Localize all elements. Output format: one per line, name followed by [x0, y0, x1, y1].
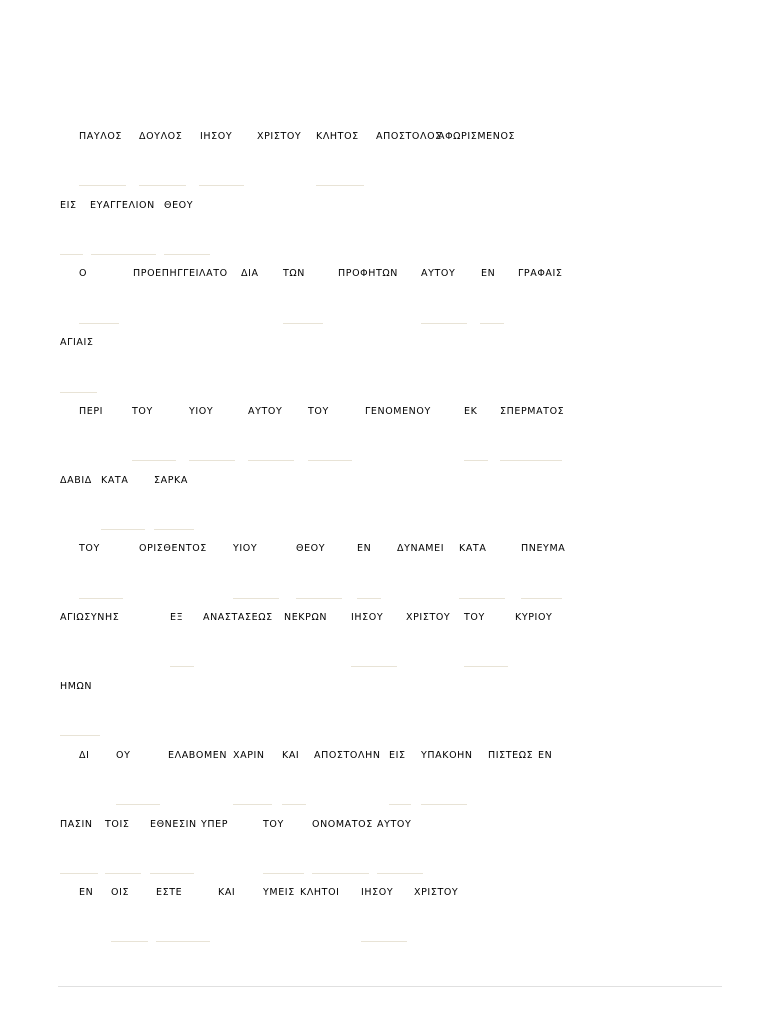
underline-mark — [464, 666, 508, 667]
line-1-word-5: ΚΛΗΤΟΣ — [316, 131, 359, 142]
line-3-word-4: ΤΩΝ — [283, 268, 305, 279]
underline-mark — [111, 941, 148, 942]
line-7-word-8: ΠΝΕΥΜΑ — [521, 543, 566, 554]
line-12-word-4: ΚΑΙ — [218, 887, 236, 898]
underline-mark — [459, 598, 505, 599]
underline-mark — [79, 185, 126, 186]
underline-mark — [79, 598, 123, 599]
underline-mark — [156, 941, 210, 942]
underline-mark — [389, 804, 411, 805]
line-8-word-8: ΚΥΡΙΟΥ — [515, 612, 553, 623]
underline-mark — [199, 185, 244, 186]
underline-mark — [248, 460, 294, 461]
line-12-word-8: ΧΡΙΣΤΟΥ — [414, 887, 459, 898]
line-10-word-3: ΕΛΑΒΟΜΕΝ — [168, 750, 228, 761]
line-11-word-6: ΟΝΟΜΑΤΟΣ — [312, 819, 373, 830]
underline-mark — [164, 254, 210, 255]
underline-mark — [101, 529, 145, 530]
underline-mark — [263, 873, 304, 874]
underline-mark — [116, 804, 160, 805]
underline-mark — [60, 392, 97, 393]
underline-mark — [480, 323, 504, 324]
line-11-word-7: ΑΥΤΟΥ — [377, 819, 412, 830]
underline-mark — [282, 804, 306, 805]
line-11-word-2: ΤΟΙΣ — [105, 819, 130, 830]
line-3-word-7: ΕΝ — [481, 268, 496, 279]
underline-mark — [150, 873, 194, 874]
line-10-word-5: ΚΑΙ — [282, 750, 300, 761]
line-11-word-5: ΤΟΥ — [263, 819, 284, 830]
line-8-word-7: ΤΟΥ — [464, 612, 485, 623]
underline-mark — [464, 460, 488, 461]
line-6-word-1: ΔΑΒΙΔ — [60, 475, 92, 486]
line-12-word-6: ΚΛΗΤΟΙ — [300, 887, 340, 898]
line-8-word-2: ΕΞ — [170, 612, 184, 623]
footer-rule — [58, 986, 722, 987]
line-5-word-3: ΥΙΟΥ — [189, 406, 214, 417]
underline-mark — [60, 873, 98, 874]
line-5-word-8: ΣΠΕΡΜΑΤΟΣ — [500, 406, 565, 417]
line-7-word-2: ΟΡΙΣΘΕΝΤΟΣ — [139, 543, 207, 554]
line-8-word-1: ΑΓΙΩΣΥΝΗΣ — [60, 612, 120, 623]
line-3-word-2: ΠΡΟΕΠΗΓΓΕΙΛΑΤΟ — [133, 268, 228, 279]
line-12-word-3: ΕΣΤΕ — [156, 887, 183, 898]
line-2-word-2: ΕΥΑΓΓΕΛΙΟΝ — [90, 200, 155, 211]
underline-mark — [60, 254, 83, 255]
line-12-word-2: ΟΙΣ — [111, 887, 130, 898]
line-10-word-8: ΥΠΑΚΟΗΝ — [421, 750, 473, 761]
underline-mark — [189, 460, 235, 461]
underline-mark — [316, 185, 364, 186]
line-10-word-2: ΟΥ — [116, 750, 131, 761]
line-5-word-1: ΠΕΡΙ — [79, 406, 104, 417]
line-1-word-6: ΑΠΟΣΤΟΛΟΣ — [376, 131, 442, 142]
line-5-word-7: ΕΚ — [464, 406, 478, 417]
underline-mark — [351, 666, 397, 667]
underline-mark — [421, 804, 467, 805]
underline-mark — [377, 873, 423, 874]
line-1-word-1: ΠΑΥΛΟΣ — [79, 131, 123, 142]
underline-mark — [521, 598, 562, 599]
underline-mark — [500, 460, 562, 461]
underline-mark — [170, 666, 194, 667]
underline-mark — [79, 323, 119, 324]
line-12-word-1: ΕΝ — [79, 887, 94, 898]
line-9-word-1: ΗΜΩΝ — [60, 681, 93, 692]
underline-mark — [233, 804, 272, 805]
line-5-word-6: ΓΕΝΟΜΕΝΟΥ — [365, 406, 431, 417]
line-3-word-6: ΑΥΤΟΥ — [421, 268, 456, 279]
underline-mark — [105, 873, 141, 874]
line-5-word-4: ΑΥΤΟΥ — [248, 406, 283, 417]
line-1-word-2: ΔΟΥΛΟΣ — [139, 131, 183, 142]
underline-mark — [361, 941, 407, 942]
line-7-word-4: ΘΕΟΥ — [296, 543, 326, 554]
line-1-word-4: ΧΡΙΣΤΟΥ — [257, 131, 302, 142]
line-1-word-3: ΙΗΣΟΥ — [200, 131, 233, 142]
underline-mark — [132, 460, 176, 461]
underline-mark — [357, 598, 381, 599]
underline-mark — [421, 323, 467, 324]
line-8-word-6: ΧΡΙΣΤΟΥ — [406, 612, 451, 623]
line-11-word-1: ΠΑΣΙΝ — [60, 819, 93, 830]
line-8-word-4: ΝΕΚΡΩΝ — [284, 612, 328, 623]
line-5-word-5: ΤΟΥ — [308, 406, 329, 417]
underline-mark — [296, 598, 342, 599]
line-8-word-5: ΙΗΣΟΥ — [351, 612, 384, 623]
line-4-word-1: ΑΓΙΑΙΣ — [60, 337, 94, 348]
line-3-word-1: Ο — [79, 268, 88, 279]
line-7-word-5: ΕΝ — [357, 543, 372, 554]
underline-mark — [233, 598, 279, 599]
underline-mark — [60, 735, 100, 736]
underline-mark — [154, 529, 194, 530]
underline-mark — [308, 460, 352, 461]
underline-mark — [139, 185, 186, 186]
line-7-word-6: ΔΥΝΑΜΕΙ — [397, 543, 445, 554]
line-3-word-3: ΔΙΑ — [241, 268, 259, 279]
line-6-word-2: ΚΑΤΑ — [101, 475, 129, 486]
line-3-word-5: ΠΡΟΦΗΤΩΝ — [338, 268, 398, 279]
line-3-word-8: ΓΡΑΦΑΙΣ — [518, 268, 563, 279]
line-7-word-1: ΤΟΥ — [79, 543, 100, 554]
line-7-word-7: ΚΑΤΑ — [459, 543, 487, 554]
line-10-word-9: ΠΙΣΤΕΩΣ — [488, 750, 534, 761]
line-12-word-5: ΥΜΕΙΣ — [263, 887, 295, 898]
line-2-word-1: ΕΙΣ — [60, 200, 77, 211]
line-2-word-3: ΘΕΟΥ — [164, 200, 194, 211]
line-10-word-7: ΕΙΣ — [389, 750, 406, 761]
line-7-word-3: ΥΙΟΥ — [233, 543, 258, 554]
line-1-word-7: ΑΦΩΡΙΣΜΕΝΟΣ — [438, 131, 516, 142]
line-10-word-1: ΔΙ — [79, 750, 90, 761]
line-11-word-4: ΥΠΕΡ — [201, 819, 229, 830]
underline-mark — [283, 323, 323, 324]
line-12-word-7: ΙΗΣΟΥ — [361, 887, 394, 898]
line-11-word-3: ΕΘΝΕΣΙΝ — [150, 819, 197, 830]
line-10-word-10: ΕΝ — [538, 750, 553, 761]
line-8-word-3: ΑΝΑΣΤΑΣΕΩΣ — [203, 612, 273, 623]
underline-mark — [312, 873, 369, 874]
underline-mark — [91, 254, 156, 255]
line-6-word-3: ΣΑΡΚΑ — [154, 475, 188, 486]
line-10-word-6: ΑΠΟΣΤΟΛΗΝ — [314, 750, 381, 761]
line-10-word-4: ΧΑΡΙΝ — [233, 750, 265, 761]
line-5-word-2: ΤΟΥ — [132, 406, 153, 417]
